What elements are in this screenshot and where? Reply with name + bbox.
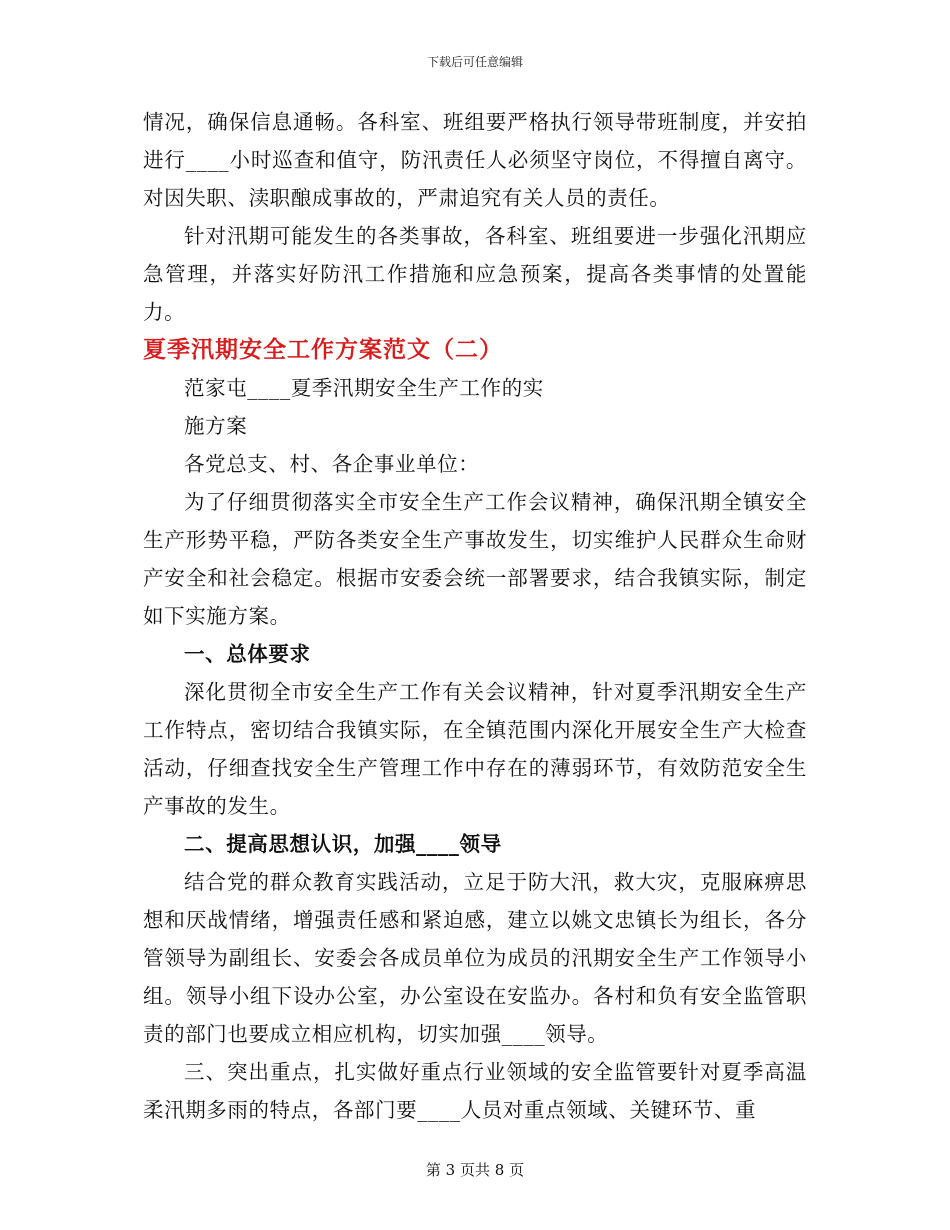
paragraph-2: 针对汛期可能发生的各类事故，各科室、班组要进一步强化汛期应急管理，并落实好防汛工作措施和应急预案，提高各类事情的处置能力。 [143,224,807,324]
section-title: 夏季汛期安全工作方案范文（二） [143,336,503,363]
paragraph-1: 情况，确保信息通畅。各科室、班组要严格执行领导带班制度，并安拍进行____小时巡查和值守，防汛责任人必须坚守岗位，不得擅自离守。对因失职、渎职酿成事故的，严肃追究有关人员的责任。 [143,110,807,210]
document-body [143,103,807,1129]
paragraph-8: 结合党的群众教育实践活动，立足于防大汛，救大灾，克服麻痹思想和厌战情绪，增强责任感和紧迫感，建立以姚文忠镇长为组长，各分管领导为副组长、安委会各成员单位为成员的汛期安全生产工作领导小组。领导小组下设办公室，办公室设在安监办。各村和负有安全监管职责的部门也要成立相应机构，切实加强____领导。 [143,870,807,1046]
paragraph-5: 各党总支、村、各企事业单位： [184,452,480,476]
paragraph-6: 为了仔细贯彻落实全市安全生产工作会议精神，确保汛期全镇安全生产形势平稳，严防各类安全生产事故发生，切实维护人民群众生命财产安全和社会稳定。根据市安委会统一部署要求，结合我镇实际，制定如下实施方案。 [143,490,807,628]
paragraph-7: 深化贯彻全市安全生产工作有关会议精神，针对夏季汛期安全生产工作特点，密切结合我镇实际，在全镇范围内深化开展安全生产大检查活动，仔细查找安全生产管理工作中存在的薄弱环节，有效防范安全生产事故的发生。 [143,680,807,818]
paragraph-4: 施方案 [184,414,248,438]
heading-2: 二、提高思想认识，加强____领导 [184,832,502,856]
heading-1: 一、总体要求 [184,642,311,666]
page-header: 下载后可任意编辑 [426,55,523,69]
paragraph-9: 三、突出重点，扎实做好重点行业领域的安全监管要针对夏季高温柔汛期多雨的特点，各部门要____人员对重点领域、关键环节、重 [143,1060,807,1122]
page-footer: 第 3 页共 8 页 [425,1161,525,1179]
paragraph-3: 范家屯____夏季汛期安全生产工作的实 [184,376,544,400]
